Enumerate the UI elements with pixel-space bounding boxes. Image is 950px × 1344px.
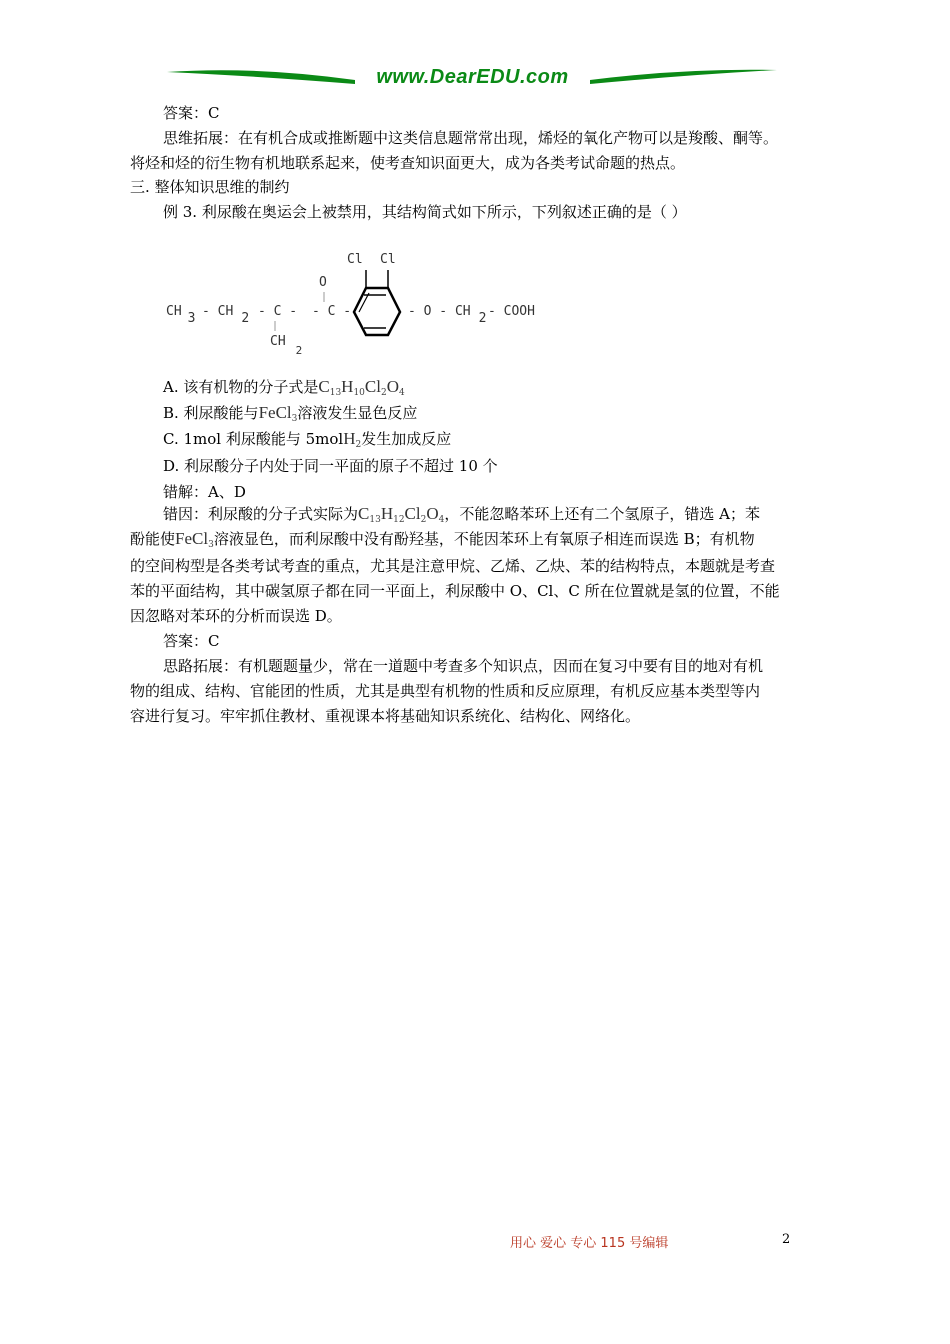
c-label-2: - C - [312, 304, 352, 319]
extension-2-line-3: 容进行复习。牢牢抓住教材、重视课本将基础知识系统化、结构化、网络化。 [130, 707, 641, 725]
extension-2-line-2: 物的组成、结构、官能团的性质，尤其是典型有机物的性质和反应原理，有机反应基本类型等内 [130, 682, 761, 700]
cooh-label: - COOH [488, 304, 535, 319]
error-cause-line-1: 错因：利尿酸的分子式实际为$C_{13}H_{12}Cl_2O_4$，不能忽略苯环上还有二个氢原子，错选 A；苯 [163, 504, 760, 525]
option-b: B. 利尿酸能与FeCl$_3$溶液发生显色反应 [163, 403, 418, 424]
answer-line-2: 答案：C [163, 632, 220, 650]
oxy-ch2-label: - O - CH 2 [408, 304, 487, 326]
error-cause-line-5: 因忽略对苯环的分析而误选 D。 [130, 607, 342, 625]
structural-formula [160, 248, 560, 363]
site-header [165, 62, 780, 98]
footer-text: 用心 爱心 专心 115 号编辑 [510, 1236, 669, 1251]
wrong-answer: 错解：A、D [163, 483, 246, 501]
ch2-branch-label: $CH_2$ [270, 334, 303, 357]
error-cause-line-2: 酚能使FeCl$_3$溶液显色，而利尿酸中没有酚羟基，不能因苯环上有氧原子相连而误选 B；有机物 [130, 529, 755, 550]
example-3-question: 例 3. 利尿酸在奥运会上被禁用，其结构简式如下所示，下列叙述正确的是（ ） [163, 203, 687, 221]
carbonyl-o-label: O [319, 275, 327, 290]
option-c: C. 1mol 利尿酸能与 5molH$_2$发生加成反应 [163, 429, 452, 450]
ch3-label: CH 3 [166, 304, 196, 326]
extension-line-1: 思维拓展：在有机合成或推断题中这类信息题常常出现，烯烃的氧化产物可以是羧酸、酮等。 [163, 129, 779, 147]
option-a: A. 该有机物的分子式是$C_{13}H_{10}Cl_2O_4$ [163, 377, 405, 398]
option-d: D. 利尿酸分子内处于同一平面的原子不超过 10 个 [163, 457, 498, 475]
cl-label-1: Cl [347, 252, 363, 267]
benzene-ring-diagram [160, 248, 560, 363]
answer-line: 答案：C [163, 104, 220, 122]
extension-line-2: 将烃和烃的衍生物有机地联系起来，使考查知识面更大，成为各类考试命题的热点。 [130, 154, 686, 172]
error-cause-line-3: 的空间构型是各类考试考查的重点，尤其是注意甲烷、乙烯、乙炔、苯的结构特点，本题就是考查 [130, 557, 776, 575]
ch2-label: - CH 2 [202, 304, 250, 326]
page-number: 2 [782, 1232, 791, 1247]
cl-label-2: Cl [380, 252, 396, 267]
section-heading: 三. 整体知识思维的制约 [130, 178, 290, 196]
site-logo[interactable]: www.DearEDU.com [376, 66, 569, 88]
c-label-1: - C - [258, 304, 298, 319]
error-cause-line-4: 苯的平面结构，其中碳氢原子都在同一平面上，利尿酸中 O、Cl、C 所在位置就是氢的位置，不能 [130, 582, 780, 600]
extension-2-line-1: 思路拓展：有机题题量少，常在一道题中考查多个知识点，因而在复习中要有目的地对有机 [163, 657, 764, 675]
